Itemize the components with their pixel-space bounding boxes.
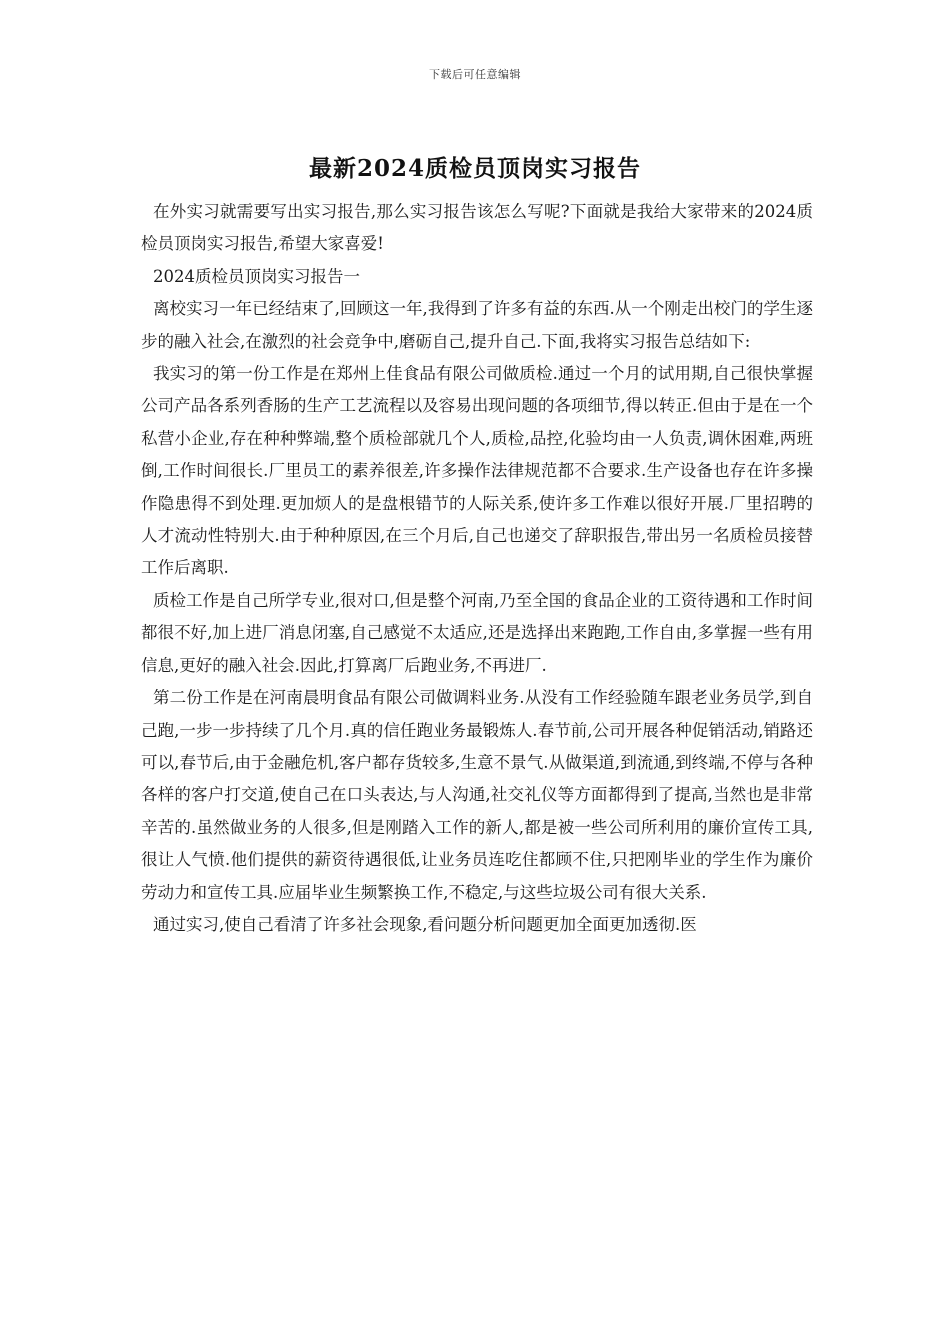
paragraph: 质检工作是自己所学专业,很对口,但是整个河南,乃至全国的食品企业的工资待遇和工作时间都很不好,加上进厂消息闭塞,自己感觉不太适应,还是选择出来跑跑,工作自由,多掌握一些有用信息,更好的融入社会.因此,打算离厂后跑业务,不再进厂. — [141, 590, 813, 675]
paragraph: 通过实习,使自己看清了许多社会现象,看问题分析问题更加全面更加透彻.医 — [153, 914, 697, 934]
paragraph: 我实习的第一份工作是在郑州上佳食品有限公司做质检.通过一个月的试用期,自己很快掌握公司产品各系列香肠的生产工艺流程以及容易出现问题的各项细节,得以转正.但由于是在一个私营小企业,存在种种弊端,整个质检部就几个人,质检,品控,化验均由一人负责,调休困难,两班倒,工作时间很长.厂里员工的素养很差,许多操作法律规范都不合要求.生产设备也存在许多操作隐患得不到处理.更加烦人的是盘根错节的人际关系,使许多工作难以很好开展.厂里招聘的人才流动性特别大.由于种种原因,在三个月后,自己也递交了辞职报告,带出另一名质检员接替工作后离职. — [141, 364, 813, 578]
paragraph: 第二份工作是在河南晨明食品有限公司做调料业务.从没有工作经验随车跟老业务员学,到自己跑,一步一步持续了几个月.真的信任跑业务最锻炼人.春节前,公司开展各种促销活动,销路还可以,春节后,由于金融危机,客户都存货较多,生意不景气.从做渠道,到流通,到终端,不停与各种各样的客户打交道,使自己在口头表达,与人沟通,社交礼仪等方面都得到了提高,当然也是非常辛苦的.虽然做业务的人很多,但是刚踏入工作的新人,都是被一些公司所利用的廉价宣传工具,很让人气愤.他们提供的薪资待遇很低,让业务员连吃住都顾不住,只把刚毕业的学生作为廉价劳动力和宣传工具.应届毕业生频繁换工作,不稳定,与这些垃圾公司有很大关系. — [141, 688, 813, 902]
document-body — [141, 196, 813, 941]
section-heading: 2024质检员顶岗实习报告一 — [153, 266, 360, 286]
document-title: 最新2024质检员顶岗实习报告 — [308, 155, 641, 182]
header-note: 下载后可任意编辑 — [429, 68, 521, 81]
paragraph: 离校实习一年已经结束了,回顾这一年,我得到了许多有益的东西.从一个刚走出校门的学生逐步的融入社会,在激烈的社会竞争中,磨砺自己,提升自己.下面,我将实习报告总结如下: — [141, 299, 813, 351]
paragraph-intro: 在外实习就需要写出实习报告,那么实习报告该怎么写呢?下面就是我给大家带来的2024质检员顶岗实习报告,希望大家喜爱! — [141, 202, 813, 254]
